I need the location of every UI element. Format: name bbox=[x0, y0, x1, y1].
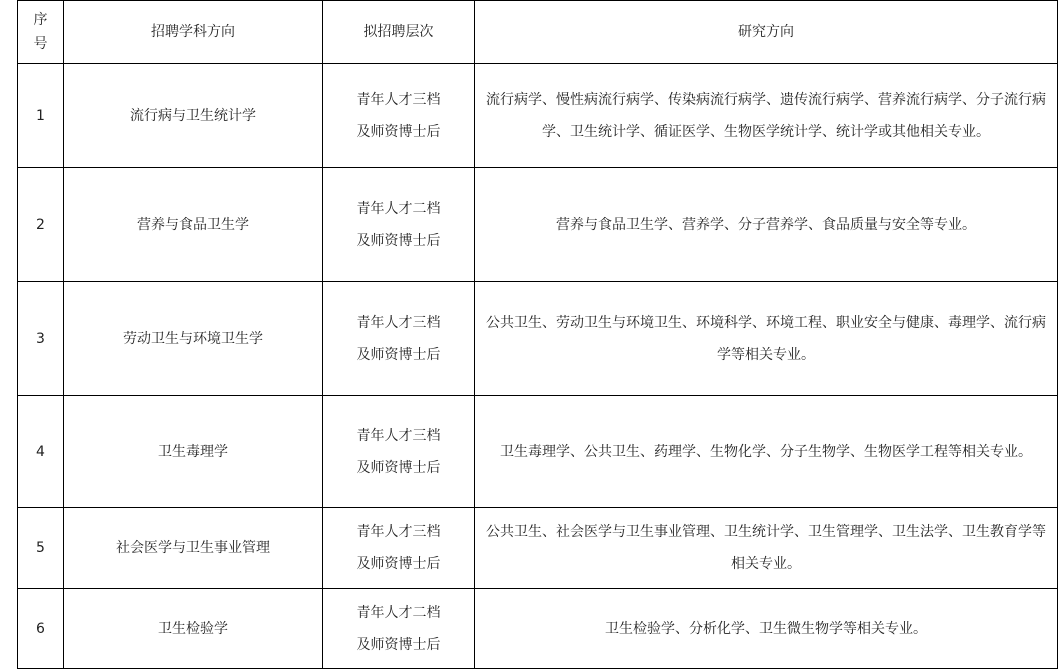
cell-level-line1: 青年人才二档 bbox=[356, 604, 441, 621]
table-row bbox=[18, 589, 1058, 669]
cell-seq: 4 bbox=[18, 396, 64, 508]
header-subject: 招聘学科方向 bbox=[64, 1, 323, 64]
cell-level-line2: 及师资博士后 bbox=[356, 459, 441, 476]
cell-subject: 流行病与卫生统计学 bbox=[64, 64, 323, 168]
cell-subject: 卫生检验学 bbox=[64, 589, 323, 669]
cell-seq: 5 bbox=[18, 508, 64, 589]
cell-level bbox=[323, 508, 475, 589]
table-header-row bbox=[18, 1, 1058, 64]
cell-level bbox=[323, 396, 475, 508]
cell-subject: 营养与食品卫生学 bbox=[64, 168, 323, 282]
cell-level-line2: 及师资博士后 bbox=[356, 232, 441, 249]
cell-direction-text: 公共卫生、社会医学与卫生事业管理、卫生统计学、卫生管理学、卫生法学、卫生教育学等相关专业。 bbox=[486, 524, 1046, 572]
cell-level-line2: 及师资博士后 bbox=[356, 556, 441, 572]
cell-level-line1: 青年人才三档 bbox=[356, 314, 441, 331]
cell-seq: 2 bbox=[18, 168, 64, 282]
cell-seq: 1 bbox=[18, 64, 64, 168]
cell-direction bbox=[475, 589, 1058, 669]
cell-direction-text: 卫生毒理学、公共卫生、药理学、生物化学、分子生物学、生物医学工程等相关专业。 bbox=[500, 443, 1032, 460]
cell-direction bbox=[475, 64, 1058, 168]
cell-direction bbox=[475, 396, 1058, 508]
header-seq-line1: 序 bbox=[33, 12, 48, 28]
cell-direction bbox=[475, 282, 1058, 396]
cell-level-line1: 青年人才三档 bbox=[356, 427, 441, 444]
cell-level-line1: 青年人才三档 bbox=[356, 524, 441, 540]
recruitment-table bbox=[17, 0, 1058, 669]
cell-level-line1: 青年人才三档 bbox=[356, 91, 441, 108]
table-row bbox=[18, 282, 1058, 396]
table-row bbox=[18, 508, 1058, 589]
cell-seq: 6 bbox=[18, 589, 64, 669]
cell-level bbox=[323, 282, 475, 396]
header-seq-line2: 号 bbox=[33, 36, 48, 52]
table-row bbox=[18, 64, 1058, 168]
cell-level-line1: 青年人才二档 bbox=[356, 200, 441, 217]
cell-subject: 劳动卫生与环境卫生学 bbox=[64, 282, 323, 396]
header-level: 拟招聘层次 bbox=[323, 1, 475, 64]
cell-subject: 卫生毒理学 bbox=[64, 396, 323, 508]
cell-direction-text: 流行病学、慢性病流行病学、传染病流行病学、遗传流行病学、营养流行病学、分子流行病学、卫生统计学、循证医学、生物医学统计学、统计学或其他相关专业。 bbox=[486, 91, 1046, 140]
cell-level-line2: 及师资博士后 bbox=[356, 123, 441, 140]
header-seq bbox=[18, 1, 64, 64]
cell-direction-text: 营养与食品卫生学、营养学、分子营养学、食品质量与安全等专业。 bbox=[556, 216, 976, 233]
cell-level bbox=[323, 64, 475, 168]
cell-direction-text: 公共卫生、劳动卫生与环境卫生、环境科学、环境工程、职业安全与健康、毒理学、流行病学等相关专业。 bbox=[486, 314, 1046, 363]
cell-direction bbox=[475, 508, 1058, 589]
cell-subject: 社会医学与卫生事业管理 bbox=[64, 508, 323, 589]
cell-direction bbox=[475, 168, 1058, 282]
cell-direction-text: 卫生检验学、分析化学、卫生微生物学等相关专业。 bbox=[605, 620, 927, 637]
table-row bbox=[18, 396, 1058, 508]
cell-level-line2: 及师资博士后 bbox=[356, 346, 441, 363]
cell-seq: 3 bbox=[18, 282, 64, 396]
header-direction: 研究方向 bbox=[475, 1, 1058, 64]
cell-level bbox=[323, 168, 475, 282]
cell-level bbox=[323, 589, 475, 669]
cell-level-line2: 及师资博士后 bbox=[356, 636, 441, 653]
table-row bbox=[18, 168, 1058, 282]
